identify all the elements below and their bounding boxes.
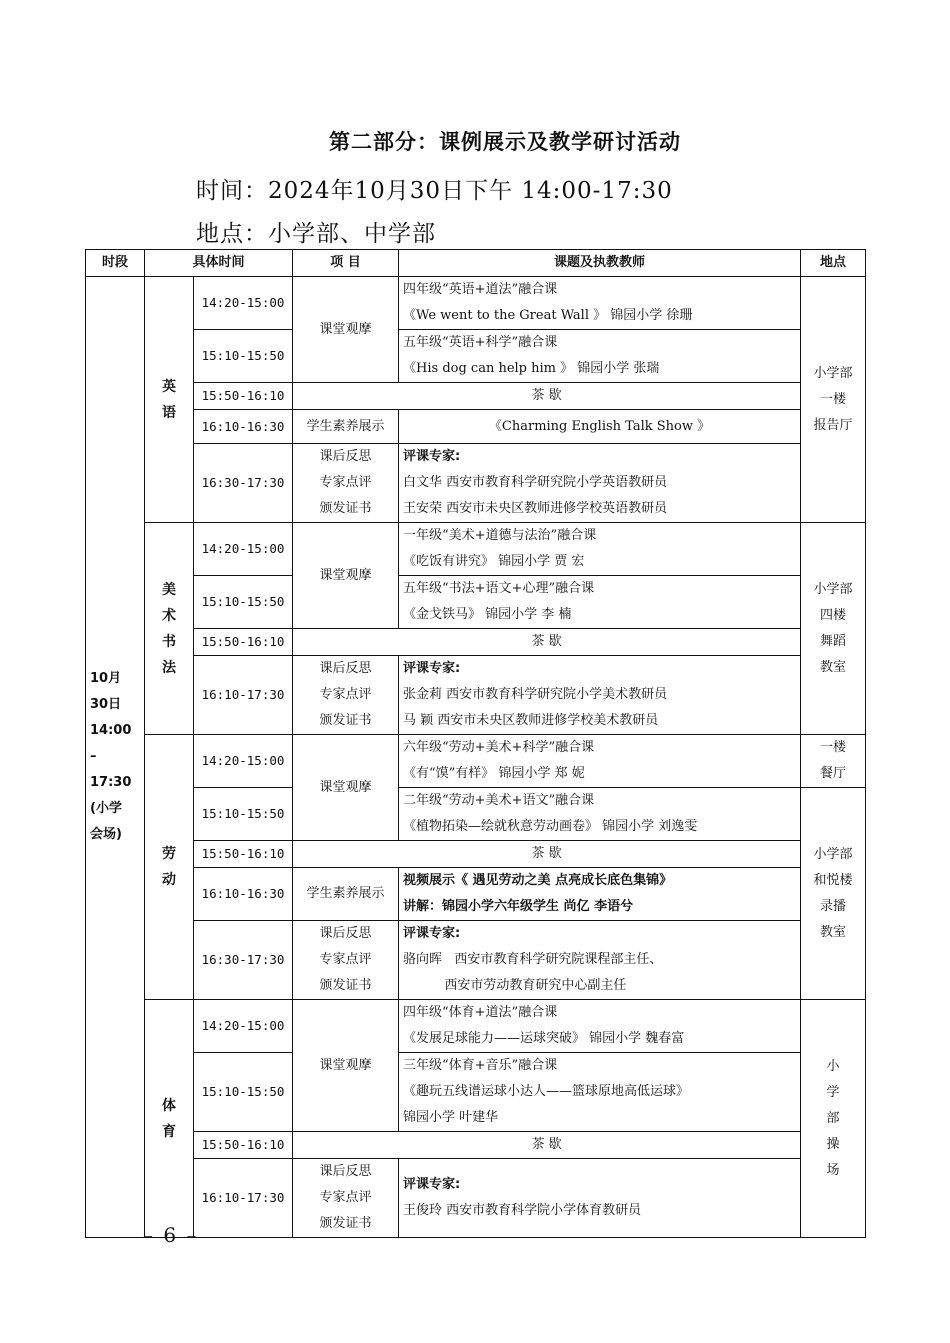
project-cell: 课后反思 专家点评 颁发证书 (293, 921, 399, 1000)
topic-cell: 四年级“英语+道法”融合课 《We went to the Great Wall 》 锦园小学 徐珊 (399, 277, 801, 330)
table-header-row (86, 250, 866, 277)
header-location: 地点 (801, 250, 866, 277)
table-row (86, 735, 866, 788)
time-cell: 16:30-17:30 (194, 444, 293, 523)
period-cell: 10月 30日 14:00 – 17:30 (小学 会场) (86, 277, 145, 1238)
page-number: – 6 – (143, 1223, 199, 1247)
subject-labor: 劳 动 (145, 735, 194, 1000)
time-cell: 14:20-15:00 (194, 523, 293, 576)
time-cell: 15:10-15:50 (194, 576, 293, 629)
table-row (86, 629, 866, 656)
tea-break: 茶 歇 (293, 1132, 801, 1159)
topic-cell: 评课专家: 王俊玲 西安市教育科学院小学体育教研员 (399, 1159, 801, 1238)
time-cell: 14:20-15:00 (194, 735, 293, 788)
topic-cell: 评课专家: 张金莉 西安市教育科学研究院小学美术教研员 马 颖 西安市未央区教师进修学校美术教研员 (399, 656, 801, 735)
project-cell: 课后反思 专家点评 颁发证书 (293, 444, 399, 523)
event-time: 时间：2024年10月30日下午 14:00-17:30 (196, 178, 673, 204)
time-cell: 16:10-16:30 (194, 410, 293, 444)
header-project: 项 目 (293, 250, 399, 277)
table-row (86, 656, 866, 735)
time-cell: 15:50-16:10 (194, 841, 293, 868)
tea-break: 茶 歇 (293, 629, 801, 656)
time-cell: 15:10-15:50 (194, 1053, 293, 1132)
table-row (86, 576, 866, 629)
time-cell: 15:10-15:50 (194, 788, 293, 841)
topic-cell: 五年级“书法+语文+心理”融合课 《金戈铁马》 锦园小学 李 楠 (399, 576, 801, 629)
topic-cell: 三年级“体育+音乐”融合课 《趣玩五线谱运球小达人——篮球原地高低运球》 锦园小学 叶建华 (399, 1053, 801, 1132)
topic-cell: 一年级“美术+道德与法治”融合课 《吃饭有讲究》 锦园小学 贾 宏 (399, 523, 801, 576)
topic-cell: 二年级“劳动+美术+语文”融合课 《植物拓染—绘就秋意劳动画卷》 锦园小学 刘逸雯 (399, 788, 801, 841)
time-cell: 16:30-17:30 (194, 921, 293, 1000)
time-cell: 16:10-17:30 (194, 656, 293, 735)
location-art: 小学部 四楼 舞蹈 教室 (801, 523, 866, 735)
project-cell: 课堂观摩 (293, 523, 399, 629)
time-cell: 15:10-15:50 (194, 330, 293, 383)
project-cell: 课堂观摩 (293, 735, 399, 841)
subject-english: 英 语 (145, 277, 194, 523)
page-title: 第二部分：课例展示及教学研讨活动 (329, 130, 681, 154)
topic-cell: 评课专家: 白文华 西安市教育科学研究院小学英语教研员 王安荣 西安市未央区教师进修学校英语教研员 (399, 444, 801, 523)
subject-art: 美 术 书 法 (145, 523, 194, 735)
time-cell: 16:10-16:30 (194, 868, 293, 921)
topic-cell: 视频展示《 遇见劳动之美 点亮成长底色集锦》 讲解：锦园小学六年级学生 尚亿 李语兮 (399, 868, 801, 921)
event-place: 地点：小学部、中学部 (196, 221, 436, 247)
table-row (86, 921, 866, 1000)
tea-break: 茶 歇 (293, 383, 801, 410)
table-row (86, 868, 866, 921)
tea-break: 茶 歇 (293, 841, 801, 868)
location-labor-2: 小学部 和悦楼 录播 教室 (801, 788, 866, 1000)
time-cell: 15:50-16:10 (194, 383, 293, 410)
table-row (86, 383, 866, 410)
location-pe: 小 学 部 操 场 (801, 1000, 866, 1238)
table-row (86, 788, 866, 841)
header-time: 具体时间 (145, 250, 293, 277)
time-cell: 14:20-15:00 (194, 277, 293, 330)
topic-cell: 六年级“劳动+美术+科学”融合课 《有“馍”有样》 锦园小学 郑 妮 (399, 735, 801, 788)
time-cell: 14:20-15:00 (194, 1000, 293, 1053)
topic-cell: 评课专家: 骆向晖 西安市教育科学研究院课程部主任、 西安市劳动教育研究中心副主任 (399, 921, 801, 1000)
table-row (86, 1053, 866, 1132)
table-row (86, 410, 866, 444)
header-topic: 课题及执教教师 (399, 250, 801, 277)
schedule-table (85, 249, 866, 1238)
header-period: 时段 (86, 250, 145, 277)
time-cell: 15:50-16:10 (194, 1132, 293, 1159)
table-row (86, 1132, 866, 1159)
table-row (86, 444, 866, 523)
topic-cell: 五年级“英语+科学”融合课 《His dog can help him 》 锦园小学 张瑞 (399, 330, 801, 383)
topic-cell: 四年级“体育+道法”融合课 《发展足球能力——运球突破》 锦园小学 魏春富 (399, 1000, 801, 1053)
table-row (86, 277, 866, 330)
table-row (86, 330, 866, 383)
table-row (86, 841, 866, 868)
project-cell: 学生素养展示 (293, 410, 399, 444)
project-cell: 课堂观摩 (293, 1000, 399, 1132)
table-row (86, 1159, 866, 1238)
time-cell: 15:50-16:10 (194, 629, 293, 656)
location-english: 小学部 一楼 报告厅 (801, 277, 866, 523)
project-cell: 课后反思 专家点评 颁发证书 (293, 656, 399, 735)
time-cell: 16:10-17:30 (194, 1159, 293, 1238)
subject-pe: 体 育 (145, 1000, 194, 1238)
location-labor-1: 一楼 餐厅 (801, 735, 866, 788)
project-cell: 课后反思 专家点评 颁发证书 (293, 1159, 399, 1238)
table-row (86, 1000, 866, 1053)
topic-cell: 《Charming English Talk Show 》 (399, 410, 801, 444)
project-cell: 课堂观摩 (293, 277, 399, 383)
project-cell: 学生素养展示 (293, 868, 399, 921)
table-row (86, 523, 866, 576)
